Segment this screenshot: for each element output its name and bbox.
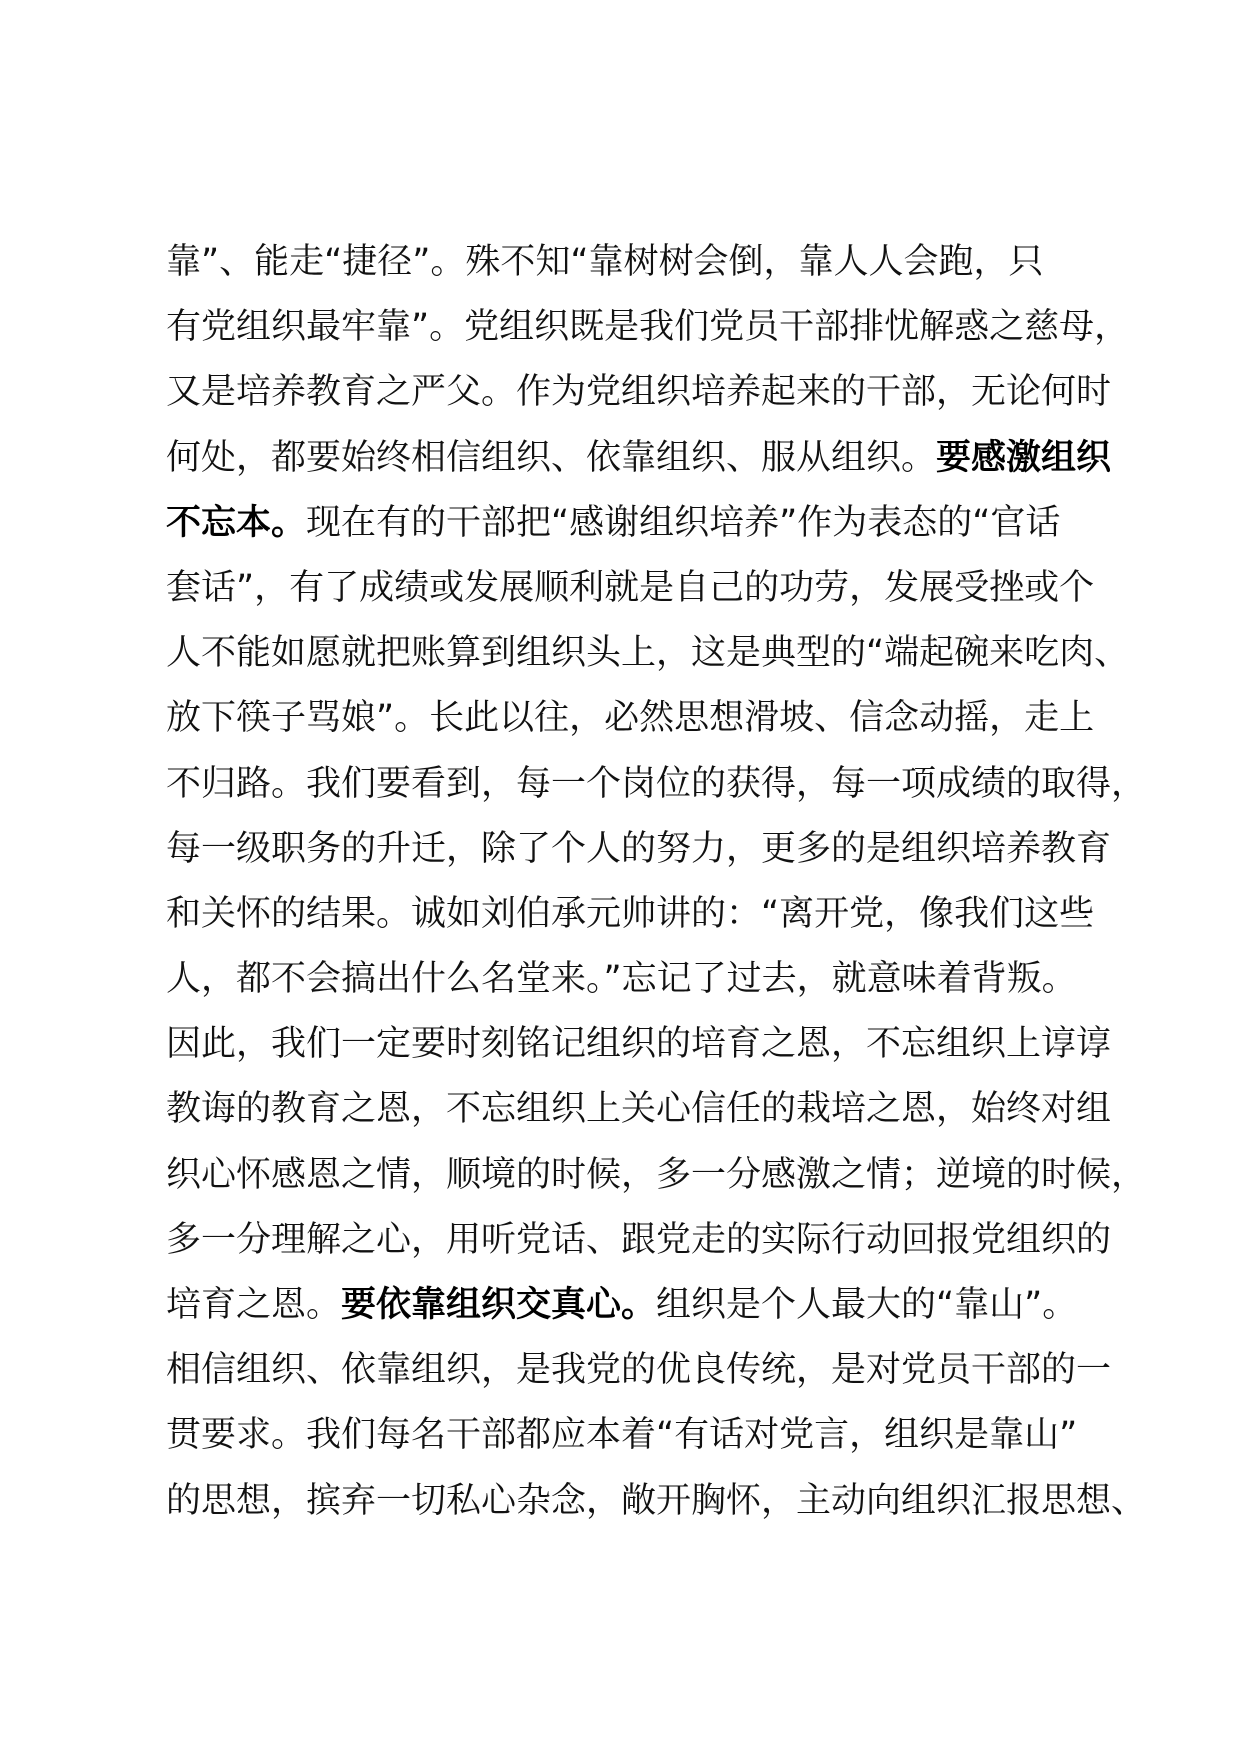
body-text: 组织是个人最大的“靠山”。 xyxy=(656,1285,1078,1325)
body-text: 每一级职务的升迁，除了个人的努力，更多的是组织培养教育 xyxy=(166,828,1112,869)
text-line xyxy=(166,1273,1096,1338)
document-body xyxy=(166,230,1147,1534)
body-text: 放下筷子骂娘”。长此以往，必然思想滑坡、信念动摇，走上 xyxy=(166,698,1095,739)
text-line xyxy=(166,882,1096,947)
text-line xyxy=(166,1143,1147,1208)
text-line xyxy=(166,1469,1147,1534)
text-line xyxy=(166,1208,1112,1273)
text-line xyxy=(166,947,1096,1012)
body-text: 何处，都要始终相信组织、依靠组织、服从组织。 xyxy=(166,437,937,478)
body-text: 多一分理解之心，用听党话、跟党走的实际行动回报党组织的 xyxy=(166,1219,1112,1260)
text-line xyxy=(166,360,1112,425)
text-line xyxy=(166,556,1096,621)
text-line xyxy=(166,1338,1112,1403)
body-text: 相信组织、依靠组织，是我党的优良传统，是对党员干部的一 xyxy=(166,1350,1112,1391)
text-line xyxy=(166,491,1096,556)
text-line xyxy=(166,1403,1096,1468)
body-text: 因此，我们一定要时刻铭记组织的培育之恩，不忘组织上谆谆 xyxy=(166,1024,1112,1065)
bold-heading-text: 要依靠组织交真心。 xyxy=(341,1285,657,1325)
body-text: 又是培养教育之严父。作为党组织培养起来的干部，无论何时 xyxy=(166,372,1112,413)
text-line xyxy=(166,1012,1112,1077)
body-text: 靠”、能走“捷径”。殊不知“靠树树会倒，靠人人会跑，只 xyxy=(166,242,1044,282)
body-text: 套话”，有了成绩或发展顺利就是自己的功劳，发展受挫或个 xyxy=(166,567,1095,608)
bold-heading-text: 要感激组织 xyxy=(936,437,1112,478)
text-line xyxy=(166,817,1112,882)
text-line xyxy=(166,686,1096,751)
body-text: 不归路。我们要看到，每一个岗位的获得，每一项成绩的取得， xyxy=(166,763,1147,804)
body-text: 贯要求。我们每名干部都应本着“有话对党言，组织是靠山” xyxy=(166,1415,1078,1456)
text-line xyxy=(166,621,1130,686)
body-text: 和关怀的结果。诚如刘伯承元帅讲的：“离开党，像我们这些 xyxy=(166,893,1095,934)
body-text: 教诲的教育之恩，不忘组织上关心信任的栽培之恩，始终对组 xyxy=(166,1089,1112,1130)
text-line xyxy=(166,752,1147,817)
text-line xyxy=(166,1077,1112,1142)
bold-heading-text: 不忘本。 xyxy=(166,502,307,543)
body-text: 的思想，摈弃一切私心杂念，敞开胸怀，主动向组织汇报思想、 xyxy=(166,1480,1147,1521)
body-text: 有党组织最牢靠”。党组织既是我们党员干部排忧解惑之慈母， xyxy=(166,307,1130,348)
body-text: 培育之恩。 xyxy=(166,1285,342,1325)
body-text: 织心怀感恩之情，顺境的时候，多一分感激之情；逆境的时候， xyxy=(166,1154,1147,1195)
body-text: 人，都不会搞出什么名堂来。”忘记了过去，就意味着背叛。 xyxy=(166,959,1077,1000)
text-line xyxy=(166,295,1130,360)
body-text: 现在有的干部把“感谢组织培养”作为表态的“官话 xyxy=(306,502,1061,543)
text-line xyxy=(166,230,1096,295)
text-line xyxy=(166,426,1112,491)
body-text: 人不能如愿就把账算到组织头上，这是典型的“端起碗来吃肉、 xyxy=(166,633,1130,674)
